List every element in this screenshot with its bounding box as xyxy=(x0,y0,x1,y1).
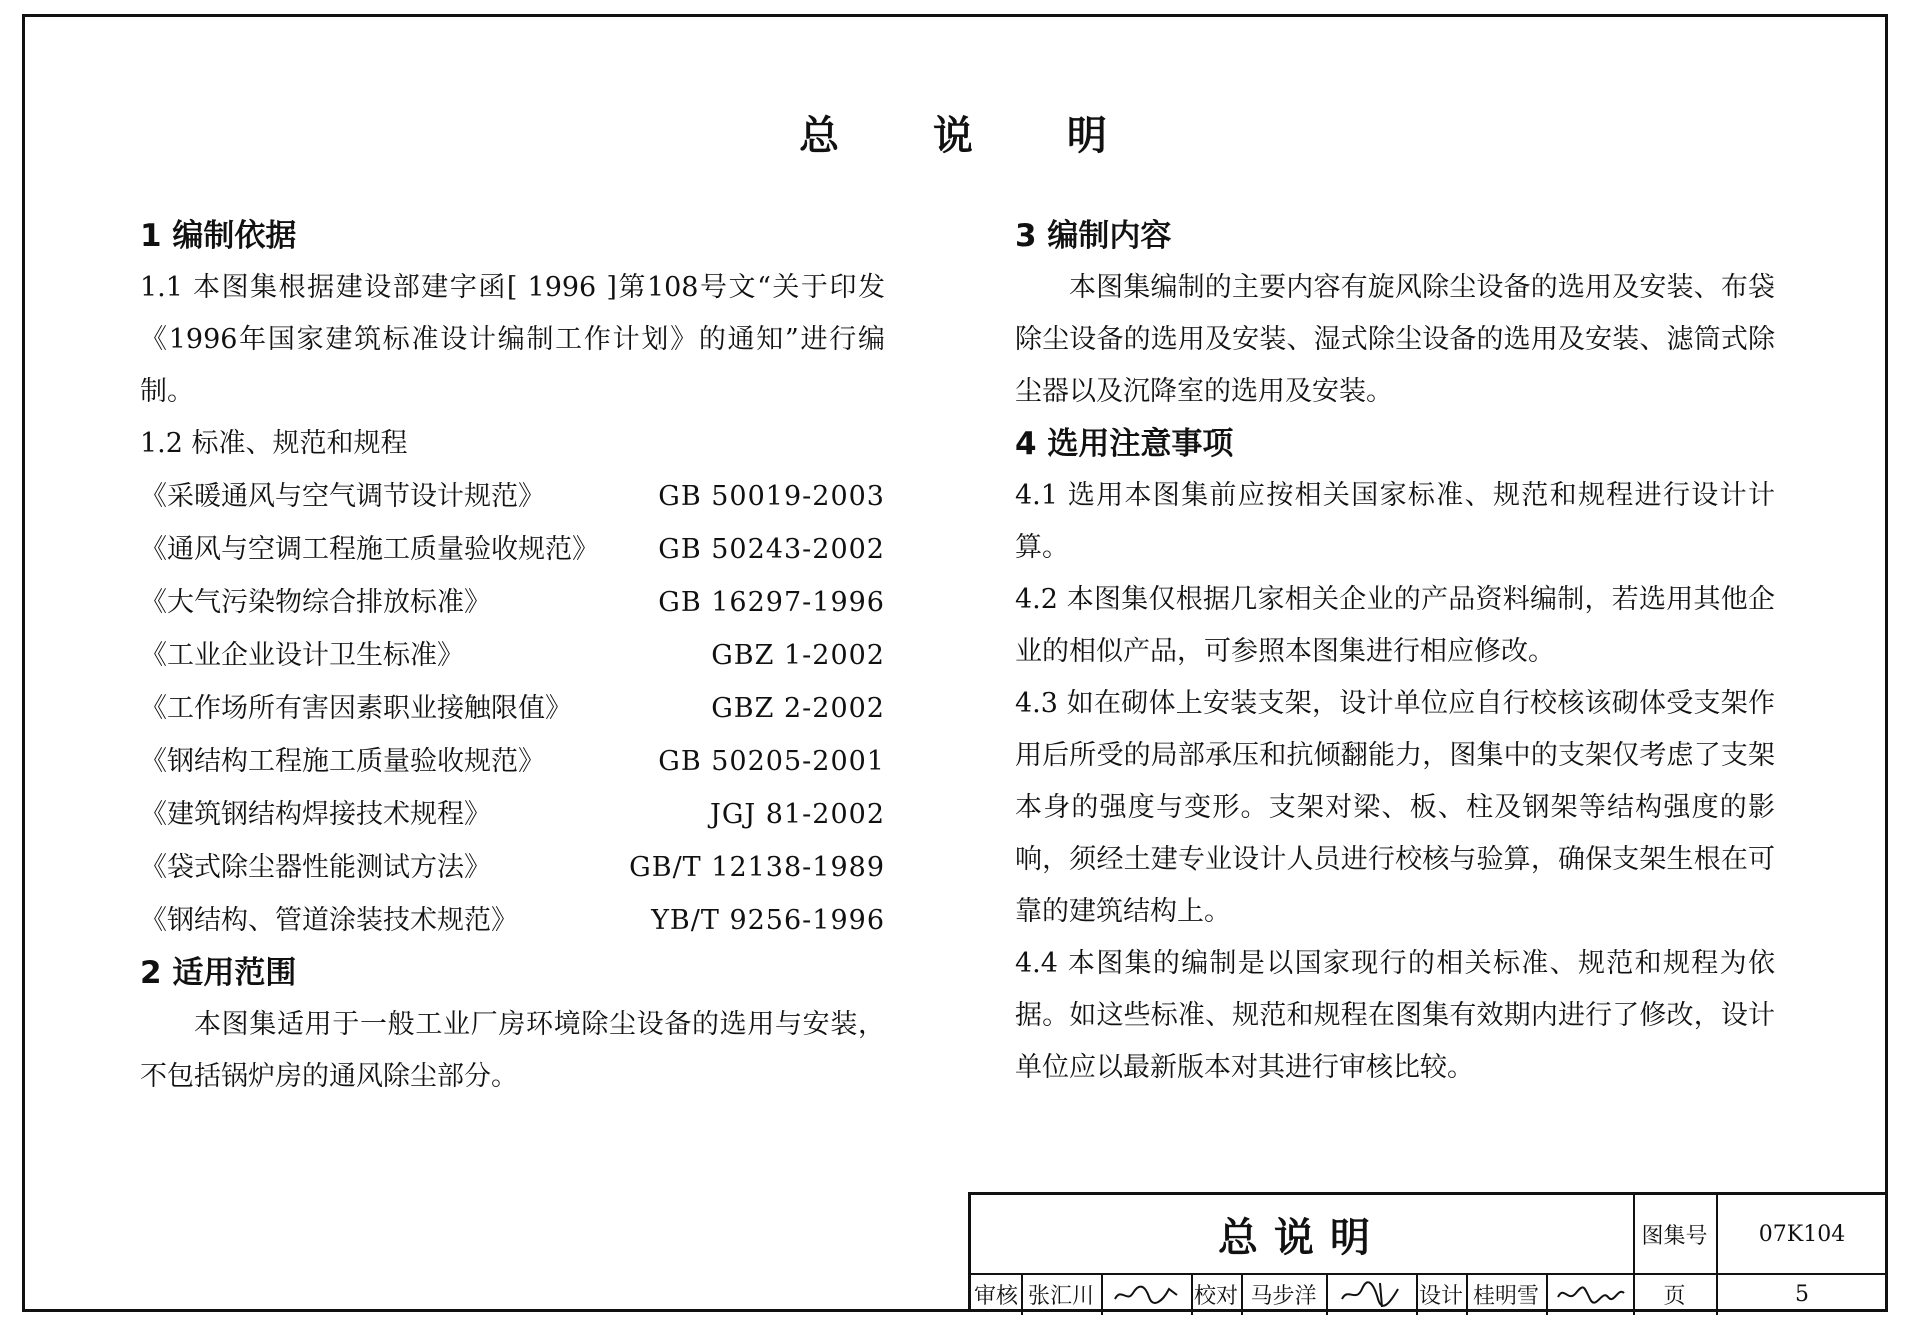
standard-name: 《建筑钢结构焊接技术规程》 xyxy=(140,799,491,830)
standard-row xyxy=(140,682,885,735)
title-block xyxy=(968,1192,1888,1312)
standard-name: 《钢结构工程施工质量验收规范》 xyxy=(140,746,545,777)
standard-name: 《工业企业设计卫生标准》 xyxy=(140,640,464,671)
check-label: 校对 xyxy=(1193,1283,1238,1309)
section-4-3-text: 4.3 如在砌体上安装支架，设计单位应自行校核该砌体受支架作用后所受的局部承压和抗倾翻能力，图集中的支架仅考虑了支架本身的强度与变形。支架对梁、板、柱及钢架等结构强度的影响，须经土建专业设计人员进行校核与验算，确保支架生根在可靠的建筑结构上。 xyxy=(1015,688,1775,927)
standard-name: 《采暖通风与空气调节设计规范》 xyxy=(140,481,545,512)
standard-code: GB 50243-2002 xyxy=(658,534,885,565)
section-4-4-text: 4.4 本图集的编制是以国家现行的相关标准、规范和规程为依据。如这些标准、规范和规程在图集有效期内进行了修改，设计单位应以最新版本对其进行审核比较。 xyxy=(1015,948,1775,1083)
section-4-1-text: 4.1 选用本图集前应按相关国家标准、规范和规程进行设计计算。 xyxy=(1015,480,1775,563)
standard-code: JGJ 81-2002 xyxy=(710,799,885,830)
section-2-heading: 2 适用范围 xyxy=(140,955,297,991)
page-number: 5 xyxy=(1795,1281,1809,1307)
check-name: 马步洋 xyxy=(1250,1283,1317,1309)
section-3-heading: 3 编制内容 xyxy=(1015,218,1172,254)
standard-name: 《袋式除尘器性能测试方法》 xyxy=(140,852,491,883)
standard-row xyxy=(140,735,885,788)
standard-code: GBZ 1-2002 xyxy=(711,640,885,671)
standard-row xyxy=(140,629,885,682)
standard-row xyxy=(140,523,885,576)
drawing-title: 总说明 xyxy=(1218,1214,1386,1261)
standard-row xyxy=(140,841,885,894)
design-signature xyxy=(1546,1273,1633,1315)
signature-scribble-icon xyxy=(1554,1281,1626,1307)
left-column xyxy=(140,210,885,1103)
standard-code: GB 16297-1996 xyxy=(658,587,885,618)
review-name: 张汇川 xyxy=(1027,1283,1094,1309)
section-4-heading: 4 选用注意事项 xyxy=(1015,426,1234,462)
design-name: 桂明雪 xyxy=(1472,1283,1539,1309)
section-1-1-text: 1.1 本图集根据建设部建字函[ 1996 ]第108号文“关于印发《1996年国家建筑标准设计编制工作计划》的通知”进行编制。 xyxy=(140,272,885,407)
page-title: 总 说 明 xyxy=(799,113,1147,159)
standard-row xyxy=(140,894,885,947)
right-column xyxy=(1015,210,1775,1094)
standards-list xyxy=(140,470,885,947)
standard-name: 《大气污染物综合排放标准》 xyxy=(140,587,491,618)
standard-code: GB 50205-2001 xyxy=(658,746,885,777)
standard-name: 《钢结构、管道涂装技术规范》 xyxy=(140,905,518,936)
section-1-heading: 1 编制依据 xyxy=(140,218,297,254)
section-3-text: 本图集编制的主要内容有旋风除尘设备的选用及安装、布袋除尘设备的选用及安装、湿式除尘设备的选用及安装、滤筒式除尘器以及沉降室的选用及安装。 xyxy=(1015,272,1775,407)
standard-name: 《通风与空调工程施工质量验收规范》 xyxy=(140,534,599,565)
review-signature xyxy=(1101,1273,1191,1315)
standard-name: 《工作场所有害因素职业接触限值》 xyxy=(140,693,572,724)
signature-scribble-icon xyxy=(1336,1279,1406,1309)
design-label: 设计 xyxy=(1418,1283,1463,1309)
standard-code: GB/T 12138-1989 xyxy=(629,852,885,883)
atlas-label: 图集号 xyxy=(1641,1223,1708,1249)
standard-row xyxy=(140,470,885,523)
section-1-2-text: 1.2 标准、规范和规程 xyxy=(140,428,408,459)
check-signature xyxy=(1326,1273,1416,1315)
standard-row xyxy=(140,576,885,629)
standard-code: GBZ 2-2002 xyxy=(711,693,885,724)
standard-row xyxy=(140,788,885,841)
signature-scribble-icon xyxy=(1111,1281,1181,1307)
page-label: 页 xyxy=(1663,1283,1686,1309)
section-4-2-text: 4.2 本图集仅根据几家相关企业的产品资料编制，若选用其他企业的相似产品，可参照本图集进行相应修改。 xyxy=(1015,584,1775,667)
section-2-text: 本图集适用于一般工业厂房环境除尘设备的选用与安装，不包括锅炉房的通风除尘部分。 xyxy=(140,1009,885,1092)
standard-code: YB/T 9256-1996 xyxy=(651,905,885,936)
atlas-number: 07K104 xyxy=(1758,1221,1846,1247)
review-label: 审核 xyxy=(973,1283,1018,1309)
standard-code: GB 50019-2003 xyxy=(658,481,885,512)
